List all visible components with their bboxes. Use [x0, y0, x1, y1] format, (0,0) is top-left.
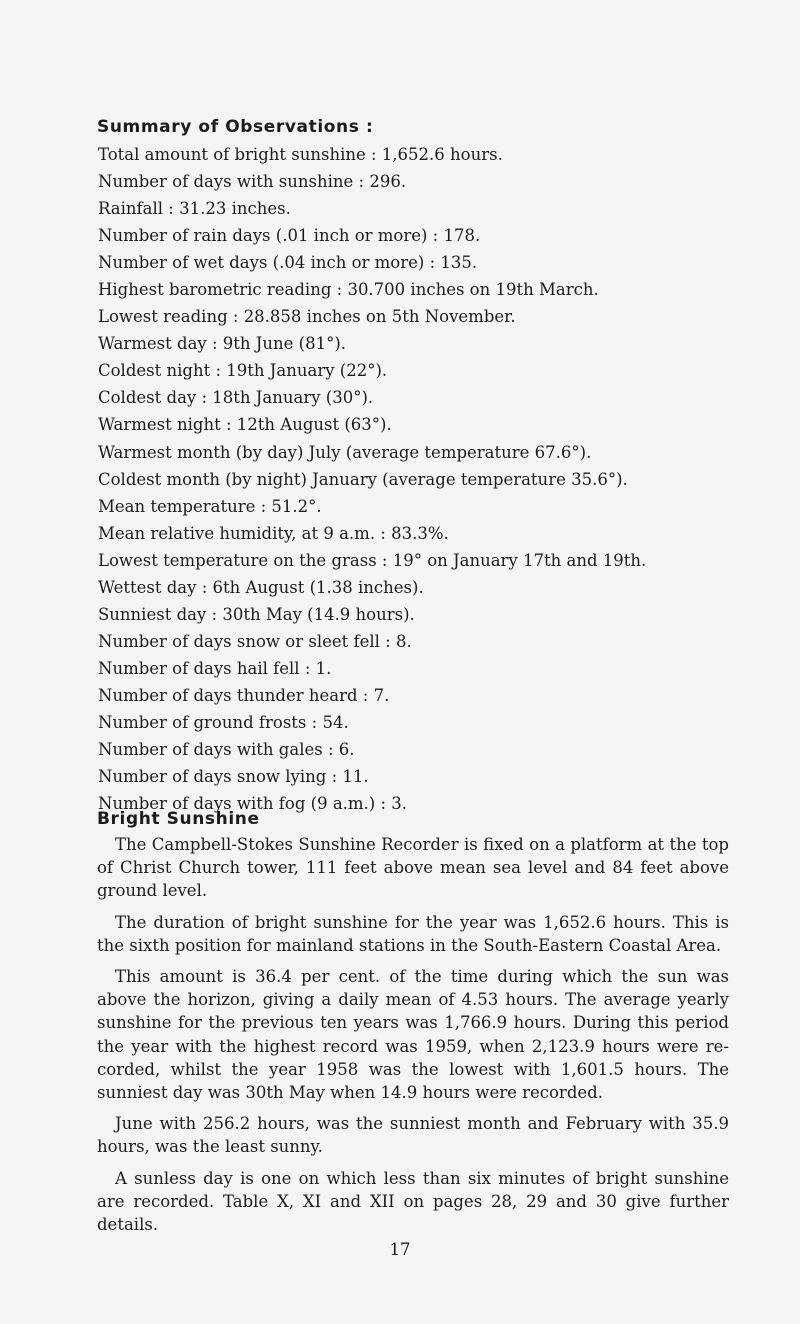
observation-item: Number of days with sunshine : 296.	[98, 172, 407, 192]
page-number: 17	[389, 1240, 411, 1259]
observation-item: Number of days thunder heard : 7.	[98, 685, 390, 705]
observation-item: Mean relative humidity, at 9 a.m. : 83.3%.	[98, 523, 449, 543]
observation-item: Mean temperature : 51.2°.	[98, 496, 322, 516]
observation-item: Number of days with fog (9 a.m.) : 3.	[98, 794, 408, 814]
observation-item: Warmest day : 9th June (81°).	[98, 334, 347, 354]
observation-item: Number of days snow lying : 11.	[98, 767, 369, 787]
observation-item: Sunniest day : 30th May (14.9 hours).	[98, 604, 415, 624]
paragraph: June with 256.2 hours, was the sunniest month and February with 35.9 hours, was the least sunny.	[97, 1114, 729, 1157]
paragraph: The Campbell-Stokes Sunshine Recorder is fixed on a platform at the top of Christ Church tower, 111 feet above mean sea level and 84 feet above ground level.	[97, 835, 729, 901]
paragraph: A sunless day is one on which less than six minutes of bright sunshine are recorded. Table X, XI and XII on pages 28, 29 and 30 give further details.	[97, 1168, 729, 1235]
bright-sunshine-section	[97, 833, 729, 1244]
observation-item: Warmest month (by day) July (average temperature 67.6°).	[98, 442, 592, 462]
observation-item: Coldest night : 19th January (22°).	[98, 361, 388, 381]
observation-item: Number of wet days (.04 inch or more) : 135.	[98, 253, 478, 273]
observations-list	[98, 141, 646, 817]
observation-item: Warmest night : 12th August (63°).	[98, 415, 392, 435]
observation-item: Number of ground frosts : 54.	[98, 712, 349, 732]
observation-item: Coldest month (by night) January (average temperature 35.6°).	[98, 469, 628, 489]
observation-item: Number of days with gales : 6.	[98, 740, 355, 760]
observation-item: Lowest temperature on the grass : 19° on January 17th and 19th.	[98, 550, 647, 570]
paragraph: The duration of bright sunshine for the year was 1,652.6 hours. This is the sixth position for mainland stations in the South-Eastern Coastal Area.	[97, 912, 729, 955]
observation-item: Total amount of bright sunshine : 1,652.6 hours.	[98, 145, 503, 164]
observation-item: Number of days snow or sleet fell : 8.	[98, 631, 412, 651]
summary-heading: Summary of Observations :	[97, 117, 374, 137]
observation-item: Highest barometric reading : 30.700 inches on 19th March.	[98, 280, 599, 300]
observation-item: Wettest day : 6th August (1.38 inches).	[98, 577, 424, 597]
paragraph: This amount is 36.4 per cent. of the time during which the sun was above the horizon, giving a daily mean of 4.53 hours. The average yearly sunshine for the previous ten years was 1,766.9 hours. During this period the year with the highest record was 1959, when 2,123.9 hours were re-corded, whilst the year 1958 was the lowest with 1,601.5 hours. The sunniest day was 30th May when 14.9 hours were recorded.	[97, 967, 729, 1103]
observation-item: Rainfall : 31.23 inches.	[98, 199, 291, 219]
observation-item: Coldest day : 18th January (30°).	[98, 388, 374, 408]
observation-item: Number of rain days (.01 inch or more) : 178.	[98, 226, 481, 246]
observation-item: Number of days hail fell : 1.	[98, 658, 332, 678]
bright-sunshine-heading: Bright Sunshine	[97, 809, 260, 829]
observation-item: Lowest reading : 28.858 inches on 5th November.	[98, 307, 516, 327]
